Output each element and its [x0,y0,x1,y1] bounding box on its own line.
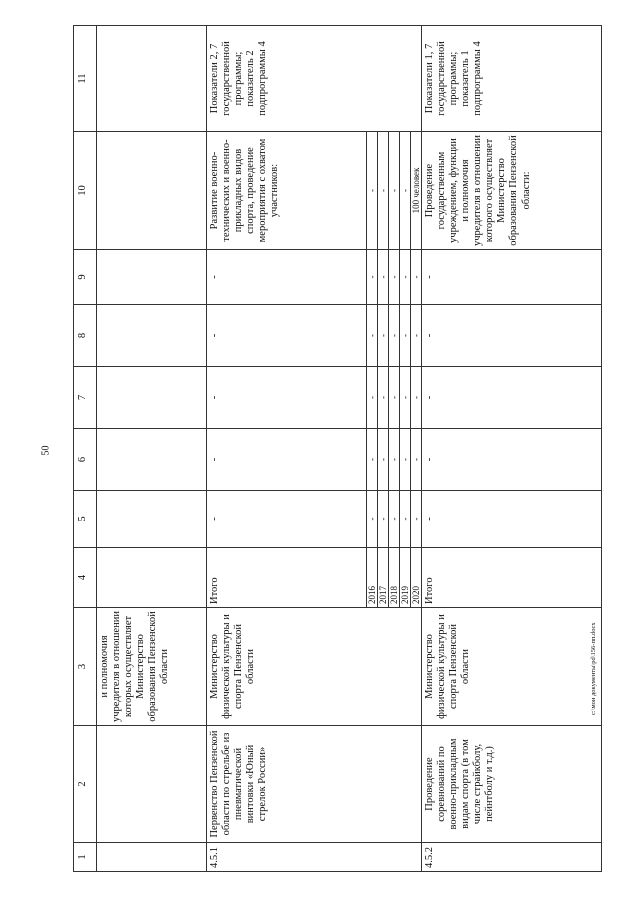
value-cell: - [400,491,411,548]
value-cell: - [389,491,400,548]
value-cell: - [389,305,400,367]
value-cell: - [411,491,422,548]
header-col-5: 5 [74,491,97,548]
header-col-2: 2 [74,726,97,843]
value-cell: - [389,250,400,305]
expected-result: Развитие военно-технических и военно-прикладных видов спорта, проведение мероприятия с охватом участников: [207,132,367,250]
expected-result: Проведение государственным учреждением, функции и полномочия учредителя в отношении которого осуществляет Министерство образования Пензенской области: [422,132,602,250]
value-cell: - [422,367,602,429]
value-cell: - [400,305,411,367]
value-cell: - [378,429,389,491]
total-label: Итого [422,548,602,608]
value-cell: - [207,305,367,367]
indicator: Показатели 1, 7 государственной программы; показатель 1 подпрограммы 4 [422,26,602,132]
value-cell: - [207,491,367,548]
header-row [74,26,97,872]
value-cell: - [367,491,378,548]
value-cell: - [378,305,389,367]
year-result: - [378,132,389,250]
value-cell: - [367,305,378,367]
value-cell: - [367,250,378,305]
continuation-row [97,26,207,872]
value-cell: - [378,491,389,548]
header-col-1: 1 [74,843,97,872]
value-cell: - [422,250,602,305]
value-cell: - [400,367,411,429]
value-cell: - [207,367,367,429]
value-cell: - [367,429,378,491]
program-table [73,25,602,872]
header-col-11: 11 [74,26,97,132]
value-cell: - [400,250,411,305]
value-cell: - [400,429,411,491]
year-result: 100 человек [411,132,422,250]
event-name: Первенство Пензенской области по стрельбе из пневматической винтовки «Юный стрелок России» [207,726,422,843]
header-col-8: 8 [74,305,97,367]
value-cell: - [411,367,422,429]
header-col-6: 6 [74,429,97,491]
event-name: Проведение соревнований по военно-прикладным видам спорта (в том числе страйкболу, пейнтболу и т.д.) [422,726,602,843]
page-number: 50 [40,445,52,456]
value-cell: - [378,367,389,429]
value-cell: - [411,305,422,367]
header-col-3: 3 [74,608,97,726]
footer-file-path: c:\мои документы\pd\156-пп.docx [590,622,597,715]
value-cell: - [422,305,602,367]
value-cell: - [411,250,422,305]
year-label: 2017 [378,548,389,608]
header-col-9: 9 [74,250,97,305]
indicator: Показатели 2, 7 государственной программы; показатель 2 подпрограммы 4 [207,26,422,132]
year-result: - [400,132,411,250]
value-cell: - [422,491,602,548]
value-cell: - [422,429,602,491]
year-label: 2016 [367,548,378,608]
header-col-7: 7 [74,367,97,429]
row-number: 4.5.2 [422,843,602,872]
value-cell: - [367,367,378,429]
table-row-4-5-2 [422,26,602,872]
value-cell: - [389,367,400,429]
continued-executor: и полномочия учредителя в отношении которых осуществляет Министерство образования Пензенской области [97,608,207,726]
year-result: - [389,132,400,250]
value-cell: - [389,429,400,491]
executor: Министерство физической культуры и спорта Пензенской области [422,608,602,726]
header-col-4: 4 [74,548,97,608]
year-label: 2020 [411,548,422,608]
table-row-4-5-1 [207,26,367,872]
value-cell: - [411,429,422,491]
value-cell: - [207,250,367,305]
year-label: 2018 [389,548,400,608]
header-col-10: 10 [74,132,97,250]
total-label: Итого [207,548,367,608]
row-number: 4.5.1 [207,843,422,872]
year-label: 2019 [400,548,411,608]
executor: Министерство физической культуры и спорта Пензенской области [207,608,422,726]
value-cell: - [207,429,367,491]
year-result: - [367,132,378,250]
rotated-table-page [73,26,532,872]
value-cell: - [378,250,389,305]
